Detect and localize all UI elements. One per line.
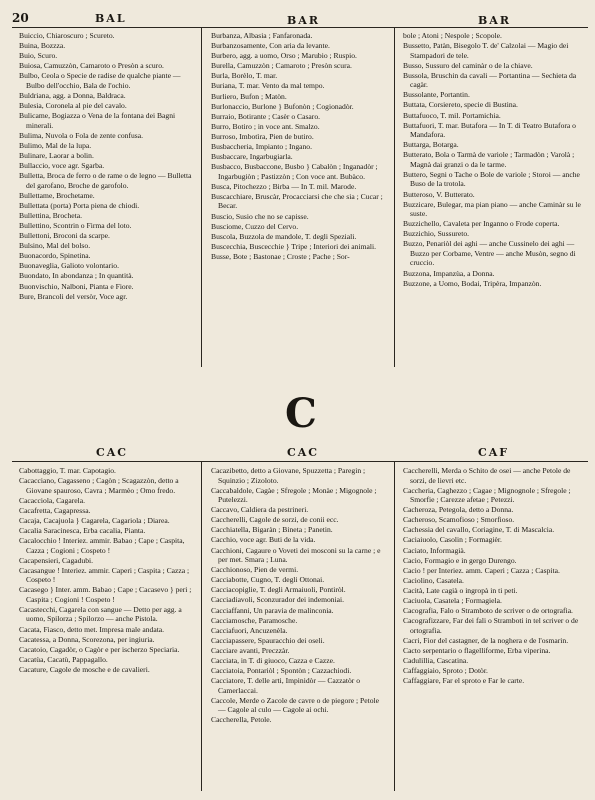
dictionary-entry: Cacacciano, Cagasseno ; Cagòn ; Scagazzòn, detto a Giovane spauroso, Cavra ; Marmèo ; Omo fredo. [19, 476, 179, 495]
bottom-column-divider-2 [394, 461, 395, 791]
dictionary-entry: Buzzo, Penariòl dei aghi — anche Cussinelo dei aghi — Buzzo per Corbame, Ventre — anche Musòn, segno di cruccio. [403, 239, 576, 268]
dictionary-entry: Buzzichio, Sussureto. [403, 229, 470, 239]
dictionary-entry: Cadulillia, Cascatina. [403, 656, 469, 665]
dictionary-entry: Cacapensieri, Cagadubi. [19, 555, 94, 565]
dictionary-entry: Cacheroza, Petegola, detto a Donna. [403, 505, 514, 515]
top-column-1 [19, 31, 195, 302]
dictionary-entry: Cacciatoia, Pontariòl ; Spontòn ; Cazzachiodi. [211, 666, 352, 676]
page-number: 20 [12, 11, 29, 25]
dictionary-entry: Bulesia, Coronela al pie del cavalo. [19, 101, 127, 111]
dictionary-entry: Caciaiuolo, Casolin ; Formagièr. [403, 535, 502, 545]
top-column-3 [403, 31, 583, 289]
dictionary-entry: Busse, Bote ; Bastonae ; Croste ; Pache ; Sor- [211, 251, 350, 261]
dictionary-entry: Cacciapassere, Spauracchio dei oseli. [211, 635, 325, 645]
top-column-2 [211, 31, 388, 262]
dictionary-entry: Buzzona, Impanzùa, a Donna. [403, 268, 495, 278]
dictionary-entry: Cacri, Fior del castagner, de la noghera e de l'osmarin. [403, 635, 569, 645]
header-left-bottom: CAC [96, 446, 129, 459]
dictionary-entry: Buonvischio, Nalboni, Pianta e Fiore. [19, 281, 134, 291]
dictionary-entry: Buio, Scuro. [19, 51, 58, 61]
dictionary-entry: Busso, Sussuro del caminàr o de la chiave. [403, 60, 533, 70]
dictionary-entry: Cacto serpentario o flagelliforme, Erba viperina. [403, 645, 551, 655]
dictionary-entry: Buiccio, Chiaroscuro ; Scureto. [19, 31, 115, 40]
dictionary-entry: Cachessia del cavallo, Coriagine, T. di Mascalcia. [403, 525, 555, 535]
dictionary-entry: Cacchio, voce agr. Buti de la vida. [211, 535, 316, 545]
dictionary-entry: Busbaccare, Ingarbugiarla. [211, 152, 293, 162]
dictionary-entry: Cacciabotte, Cugno, T. degli Ottonai. [211, 575, 325, 585]
dictionary-entry: Buzzone, a Uomo, Bodai, Tripèra, Impanzòn. [403, 278, 542, 288]
dictionary-entry: Busca, Pitochezzo ; Birba — In T. mil. Marode. [211, 181, 357, 191]
dictionary-entry: Buzzichello, Cavaleta per Inganno o Frode coperta. [403, 219, 560, 229]
bottom-column-2 [211, 466, 388, 725]
dictionary-entry: Cacciaffanni, Un paravia de malinconia. [211, 605, 334, 615]
dictionary-entry: Bulimo, Mal de la lupa. [19, 140, 92, 150]
header-left-top: BAL [95, 12, 127, 25]
dictionary-entry: Burroso, Imbotìra, Pien de butiro. [211, 131, 314, 141]
dictionary-entry: Buonaveglia, Galioto volontario. [19, 261, 119, 271]
dictionary-entry: Buscio, Susio che no se capisse. [211, 211, 309, 221]
dictionary-entry: Busbacco, Busbaccone, Busbo } Cabalòn ; Inganadòr ; Ingarbugiòn ; Pastizzòn ; Con voce ant. Bubàco. [211, 162, 378, 181]
dictionary-entry: Cacio ! per Interiez. amm. Caperi ; Cazza ; Caspita. [403, 565, 560, 575]
dictionary-entry: Bullettata (porta) Porta piena de chiodi. [19, 200, 140, 210]
dictionary-entry: Burbanzosamente, Con aria da levante. [211, 41, 330, 51]
dictionary-entry: Cacchionoso, Pien de vermi. [211, 565, 299, 575]
dictionary-entry: Caffaggiare, Far el sproto e Far le carte. [403, 676, 525, 686]
dictionary-entry: Buttafuoco, T. mil. Portamichia. [403, 110, 501, 120]
dictionary-entry: Bulbo, Ceola o Specie de radise de qualche piante — Bulbo dell'occhio, Bala de l'ochio. [19, 71, 181, 90]
dictionary-entry: Bure, Brancoli del versòr, Voce agr. [19, 291, 128, 301]
dictionary-entry: Burraio, Botirante ; Casèr o Casaro. [211, 111, 321, 121]
column-divider-1 [201, 27, 202, 367]
dictionary-entry: Caccherella, Petole. [211, 715, 272, 725]
dictionary-entry: Cacafretta, Cagapressa. [19, 505, 91, 515]
dictionary-entry: Cacata, Fiasco, detto met. Impresa male andata. [19, 624, 165, 634]
dictionary-entry: Caccabaldole, Cagàe ; Sfregole ; Monàe ; Migognole ; Putelezzi. [211, 485, 377, 505]
dictionary-entry: Butterato, Bola o Tarmà de variole ; Tarmadòn ; Varolà ; Magnà dai granzi o da le tarme. [403, 150, 575, 169]
dictionary-entry: Caciolino, Casatela. [403, 575, 464, 585]
dictionary-entry: Cacciafuori, Ancuzenèla. [211, 625, 288, 635]
dictionary-entry: Cacciare avanti, Preczzàr. [211, 645, 290, 655]
dictionary-entry: Burlonaccio, Burlone } Bufonòn ; Cogionadòr. [211, 101, 354, 111]
dictionary-entry: Buttafuori, T. mar. Butafora — In T. di Teatro Butafora o Mandafora. [403, 120, 576, 140]
bottom-column-3 [403, 466, 583, 686]
dictionary-entry: Cacazibetto, detto a Giovane, Spuzzetta ; Paregin ; Squinzio ; Zizoloto. [211, 466, 366, 485]
dictionary-entry: Cacatùa, Cacatù, Pappagallo. [19, 654, 108, 664]
dictionary-entry: Cabottaggio, T. mar. Capotagio. [19, 466, 116, 475]
dictionary-entry: Cacasego } Inter. amm. Babao ; Cape ; Cacasevo } peri ; Caspita ; Cogioni ! Cospeto ! [19, 585, 192, 604]
dictionary-entry: Busbaccheria, Impianto ; Ingano. [211, 142, 313, 152]
header-middle-bottom: CAC [287, 446, 320, 459]
dictionary-entry: Cacalia Saracinesca, Erba cacalia, Pianta. [19, 525, 146, 535]
dictionary-entry: Buttero, Segni o Tache o Bole de variole ; Storoi — anche Buso de la trotola. [403, 169, 580, 189]
dictionary-entry: Buttarga, Botarga. [403, 140, 459, 150]
dictionary-entry: Buonacordo, Spinetina. [19, 251, 91, 261]
dictionary-entry: Bullettame, Brochetame. [19, 190, 95, 200]
dictionary-entry: Cacografia, Falo o Stramboto de scriver o de ortografia. [403, 606, 573, 616]
dictionary-entry: Buzzicare, Bulegar, ma pian piano — anche Caminàr su le suste. [403, 199, 581, 219]
dictionary-entry: Caciato, Informagià. [403, 545, 466, 555]
dictionary-entry: Buiosa, Camuzzòn, Camaroto o Presòn a scuro. [19, 61, 164, 71]
dictionary-entry: bole ; Atoni ; Nespole ; Scopole. [403, 31, 502, 40]
column-divider-2 [394, 27, 395, 367]
header-right-top: BAR [478, 14, 511, 27]
dictionary-entry: Burbero, agg. a uomo, Orso ; Marubio ; Ruspio. [211, 51, 357, 61]
dictionary-entry: Cacciadiavoli, Sconzurador dei indemoniai. [211, 595, 345, 605]
dictionary-entry: Cacciatore, T. delle arti, Impinidòr — Cazzatòr o Camerlaccai. [211, 676, 361, 695]
bottom-header-rule [12, 461, 588, 462]
dictionary-entry: Buina, Bozzza. [19, 41, 66, 51]
dictionary-entry: Cacchioni, Cagaure o Voveti dei mosconi su la carne ; e per met. Smara ; Luna. [211, 545, 381, 565]
dictionary-entry: Cacità, Late cagià o ingropà in ti peti. [403, 585, 518, 595]
dictionary-entry: Caccavo, Caldiera da pestrineri. [211, 505, 309, 515]
dictionary-entry: Buondato, In abondanza ; In quantità. [19, 271, 134, 281]
dictionary-entry: Bussola, Bruschin da cavali — Portantina — Sechieta da cagàr. [403, 70, 577, 90]
dictionary-entry: Caciuola, Casatela ; Formagiela. [403, 596, 502, 606]
section-letter: C [285, 390, 317, 437]
dictionary-entry: Cacatoio, Cagadòr, o Cagòr e per ischerzo Speciaria. [19, 644, 180, 654]
dictionary-entry: Buriana, T. mar. Vento da mal tempo. [211, 81, 325, 91]
bottom-column-1 [19, 466, 195, 675]
dictionary-entry: Bullettino, Scontrin o Firma del loto. [19, 221, 132, 230]
dictionary-entry: Cacasangue ! Interiez. ammir. Caperi ; Caspita ; Cazza ; Cospeto ! [19, 565, 190, 585]
dictionary-entry: Cacchiatella, Bigaràn ; Bineta ; Panetin. [211, 525, 333, 535]
bottom-column-divider-1 [201, 461, 202, 791]
dictionary-entry: Burro, Botiro ; in voce ant. Smalzo. [211, 121, 320, 131]
dictionary-entry: Cacciacopiglie, T. degli Armaiuoli, Pontiròl. [211, 585, 346, 595]
dictionary-entry: Caccole, Merde o Zacole de cavre o de piegore ; Petole — Cagole al culo — Cagole ai ochi. [211, 695, 380, 715]
header-middle-top: BAR [287, 14, 320, 27]
dictionary-entry: Bussetto, Patàn, Bisegolo T. de' Calzolai — Magio dei Stampadori de tele. [403, 41, 569, 60]
dictionary-entry: Bulima, Nuvola o Fola de zente confusa. [19, 130, 143, 140]
dictionary-entry: Cacacciola, Cagarela. [19, 495, 85, 505]
dictionary-entry: Busciome, Cuzzo del Cervo. [211, 221, 299, 231]
dictionary-entry: Bullettoni, Broconi da scarpe. [19, 231, 110, 241]
dictionary-entry: Bullaccio, voce agr. Sgarba. [19, 161, 105, 171]
dictionary-entry: Cacatessa, a Donna, Scorezona, per ingiuria. [19, 634, 155, 644]
dictionary-entry: Burla, Borèlo, T. mar. [211, 71, 278, 81]
dictionary-entry: Bulinare, Laorar a bolin. [19, 150, 94, 160]
dictionary-entry: Cacheroso, Scamofioso ; Smorfioso. [403, 515, 515, 525]
dictionary-entry: Cacciamosche, Paramosche. [211, 615, 298, 625]
dictionary-entry: Burella, Camuzzòn ; Camaroto ; Presòn scura. [211, 61, 352, 71]
dictionary-entry: Cacio, Formagio e in gergo Durengo. [403, 555, 517, 565]
dictionary-entry: Burbanza, Albasia ; Fanfaronada. [211, 31, 313, 40]
dictionary-entry: Burliero, Bufon ; Matòn. [211, 91, 287, 101]
dictionary-entry: Caccheria, Caghezzo ; Cagae ; Mignognole ; Sfregole ; Smorfie ; Carezze afetae ; Petezzi. [403, 485, 571, 505]
dictionary-entry: Buldriana, agg. a Donna, Baldraca. [19, 90, 126, 100]
dictionary-entry: Cacature, Cagole de mosche e de cavalieri. [19, 664, 150, 674]
dictionary-entry: Butteroso, V. Butterato. [403, 189, 475, 199]
header-right-bottom: CAF [478, 446, 510, 459]
dictionary-entry: Caccherelli, Cagole de sorzi, de conii ecc. [211, 515, 339, 525]
dictionary-entry: Caffaggiaio, Sproto ; Dotòr. [403, 666, 488, 676]
dictionary-entry: Buttata, Corsiereto, specie di Bustina. [403, 100, 518, 110]
header-rule [12, 27, 588, 28]
dictionary-entry: Bulicame, Bogiazza o Vena de la fontana dei Bagni minerali. [19, 111, 176, 130]
dictionary-entry: Bullettina, Brocheta. [19, 210, 83, 220]
dictionary-entry: Caccherelli, Merda o Schito de osei — anche Petole de sorzi, de lievri etc. [403, 466, 571, 485]
dictionary-entry: Buscola, Buzzola de mandole, T. degli Speziali. [211, 231, 357, 241]
dictionary-entry: Cacalocchio ! Interiez. ammir. Babao ; Cape ; Caspita, Cazza ; Cogioni ; Cospeto ! [19, 536, 185, 555]
dictionary-entry: Cacaja, Cacajuola } Cagarela, Cagariola ; Diarea. [19, 515, 170, 525]
dictionary-entry: Buscacchiare, Bruscàr, Procacciarsi che che sia ; Cucar ; Becar. [211, 191, 383, 211]
dictionary-entry: Bulletta, Broca de ferro o de rame o de legno — Bulletta del garofano, Broche de garofolo. [19, 171, 192, 190]
dictionary-entry: Buscecchia, Buscecchie } Tripe ; Interiori dei animali. [211, 241, 376, 251]
dictionary-entry: Cacastecchi, Cagarela con sangue — Detto per agg. a uomo, Spilorza ; Spilorzo — anche Pistola. [19, 604, 182, 624]
dictionary-entry: Bulsino, Mal del bolso. [19, 241, 91, 251]
dictionary-entry: Cacciata, in T. di giuoco, Cazza e Cazze. [211, 656, 335, 665]
dictionary-entry: Cacografizzare, Far dei fali o Stramboti in tel scriver o de ortografia. [403, 616, 579, 635]
dictionary-entry: Bussolante, Portantin. [403, 90, 470, 100]
